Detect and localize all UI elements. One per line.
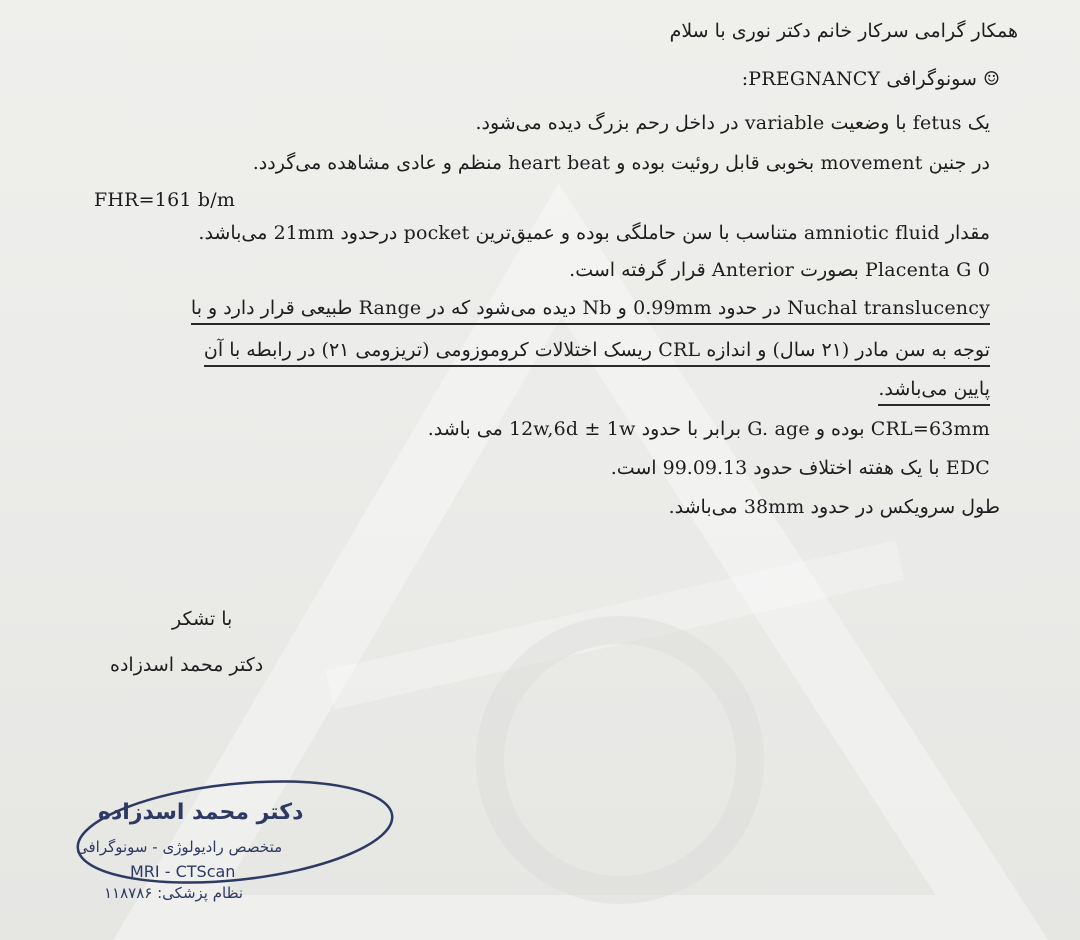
report-line-cervix: طول سرویکس در حدود 38mm می‌باشد. (668, 496, 1000, 518)
report-line-fhr: FHR=161 b/m (94, 189, 236, 211)
report-line-nuchal: Nuchal translucency در حدود 0.99mm و Nb دیده می‌شود که در Range طبیعی قرار دارد و با (191, 295, 990, 325)
closing-text: با تشکر (172, 608, 233, 630)
section-title: ☺ سونوگرافی PREGNANCY: (741, 68, 1000, 90)
stamp-modalities: MRI - CTScan (130, 862, 236, 881)
greeting-line: همکار گرامی سرکار خانم دکتر نوری با سلام (669, 20, 1018, 42)
report-line-edc: EDC با یک هفته اختلاف حدود 99.09.13 است. (610, 457, 990, 479)
report-line-movement: در جنین movement بخوبی قابل روئیت بوده و heart beat منظم و عادی مشاهده می‌گردد. (252, 152, 990, 174)
report-line-placenta: Placenta G 0 بصورت Anterior قرار گرفته است. (569, 259, 990, 281)
report-line-crl: CRL=63mm بوده و G. age برابر با حدود 12w,6d ± 1w می باشد. (427, 418, 990, 440)
doctor-stamp (70, 770, 400, 910)
report-line-amniotic: مقدار amniotic fluid متناسب با سن حاملگی بوده و عمیق‌ترین pocket درحدود 21mm می‌باشد. (198, 222, 990, 244)
stamp-license: نظام پزشکی: ۱۱۸۷۸۶ (104, 884, 244, 902)
stamp-specialty: متخصص رادیولوژی - سونوگرافی (76, 838, 283, 856)
stamp-name: دکتر محمد اسدزاده (98, 800, 304, 825)
report-line-risk: توجه به سن مادر (۲۱ سال) و اندازه CRL ریسک اختلالات کروموزومی (تریزومی ۲۱) در رابطه با آن (204, 337, 990, 367)
report-line-fetus: یک fetus با وضعیت variable در داخل رحم بزرگ دیده می‌شود. (475, 112, 990, 134)
signatory-name: دکتر محمد اسدزاده (110, 654, 264, 676)
bullet-icon: ☺ (982, 68, 1000, 90)
report-line-risk-end: پایین می‌باشد. (878, 376, 990, 406)
